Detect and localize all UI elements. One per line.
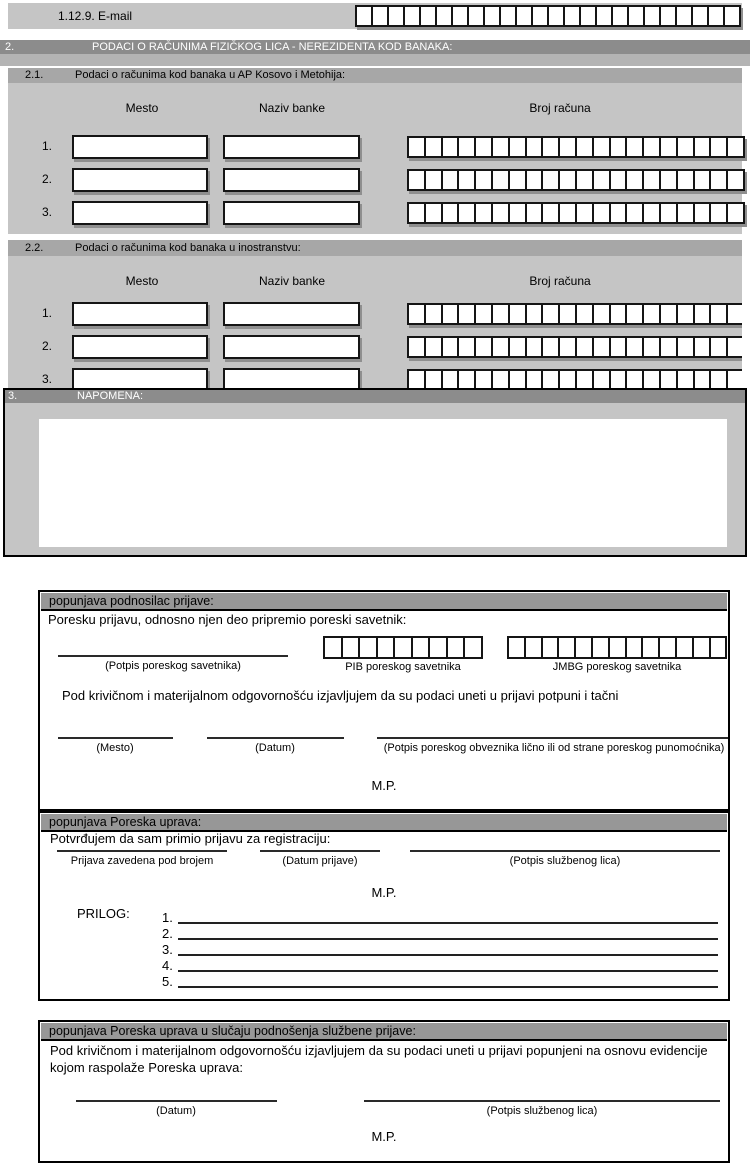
official-signature-label: (Potpis službenog lica)	[486, 1105, 598, 1117]
napomena-text-area[interactable]	[39, 419, 727, 547]
prilog-number: 4.	[162, 958, 173, 973]
prilog-line[interactable]	[178, 938, 718, 940]
digit-box[interactable]	[726, 336, 742, 358]
broj-racuna-boxes[interactable]	[407, 336, 742, 358]
subsection-title: Podaci o računima kod banaka u AP Kosovo i Metohija:	[75, 69, 346, 81]
broj-racuna-boxes[interactable]	[407, 303, 742, 325]
official-filing-box-header: popunjava Poreska uprava u slučaju podnošenja službene prijave:	[41, 1023, 727, 1041]
section-2-header-bar	[0, 40, 750, 54]
filing-date-line[interactable]	[260, 850, 380, 852]
bank-row	[8, 135, 742, 161]
submitter-box-header: popunjava podnosilac prijave:	[41, 593, 727, 611]
napomena-header-bar	[5, 390, 745, 403]
stamp-placeholder: M.P.	[371, 1129, 397, 1144]
prilog-row	[162, 957, 718, 972]
mesto-label: (Mesto)	[96, 742, 134, 754]
row-number: 3.	[42, 205, 53, 219]
stamp-placeholder: M.P.	[371, 885, 397, 900]
section-number: 2.	[5, 41, 15, 53]
digit-box[interactable]	[726, 169, 745, 191]
datum-label: (Datum)	[255, 742, 295, 754]
row-number: 1.	[42, 306, 53, 320]
bank-row	[8, 335, 742, 361]
prilog-line[interactable]	[178, 954, 718, 956]
bank-row	[8, 368, 742, 389]
subsection-2-2-body	[8, 256, 742, 389]
declaration-text: Pod krivičnom i materijalnom odgovornošću izjavljujem da su podaci uneti u prijavi potpuni i tačni	[62, 688, 619, 703]
broj-racuna-boxes[interactable]	[407, 169, 745, 191]
row-number: 3.	[42, 372, 53, 386]
prilog-row	[162, 973, 718, 988]
digit-box[interactable]	[723, 5, 741, 27]
datum-line[interactable]	[207, 737, 344, 739]
prilog-number: 3.	[162, 942, 173, 957]
section-number: 3.	[8, 390, 18, 402]
subsection-2-1-body	[8, 83, 742, 234]
prilog-number: 2.	[162, 926, 173, 941]
column-header-mesto: Mesto	[125, 274, 159, 288]
column-header-naziv-banke: Naziv banke	[258, 274, 326, 288]
confirmation-text: Potvrđujem da sam primio prijavu za registraciju:	[50, 831, 331, 846]
naziv-banke-input[interactable]	[223, 168, 360, 192]
jmbg-boxes[interactable]	[507, 636, 727, 659]
jmbg-label: JMBG poreskog savetnika	[552, 661, 682, 673]
tax-office-box	[38, 811, 730, 1001]
naziv-banke-input[interactable]	[223, 201, 360, 225]
prilog-row	[162, 925, 718, 940]
datum-label: (Datum)	[156, 1105, 196, 1117]
bank-row	[8, 302, 742, 328]
column-header-broj-racuna: Broj računa	[529, 101, 591, 115]
bank-row	[8, 168, 742, 194]
official-signature-line[interactable]	[364, 1100, 720, 1102]
digit-box[interactable]	[726, 369, 742, 389]
broj-racuna-boxes[interactable]	[407, 136, 745, 158]
subsection-number: 2.2.	[25, 242, 44, 254]
tax-office-box-header: popunjava Poreska uprava:	[41, 814, 727, 832]
column-header-mesto: Mesto	[125, 101, 159, 115]
filing-number-line[interactable]	[57, 850, 227, 852]
naziv-banke-input[interactable]	[223, 302, 360, 326]
row-number: 1.	[42, 139, 53, 153]
official-declaration-text: Pod krivičnom i materijalnom odgovornošću izjavljujem da su podaci uneti u prijavi popunjeni na osnovu evidencije kojom raspolaže Poreska uprava:	[50, 1043, 708, 1075]
email-digit-boxes[interactable]	[355, 5, 741, 27]
broj-racuna-boxes[interactable]	[407, 202, 745, 224]
email-label: 1.12.9. E-mail	[58, 9, 133, 23]
pib-label: PIB poreskog savetnika	[345, 661, 461, 673]
datum-line[interactable]	[76, 1100, 277, 1102]
section-title: NAPOMENA:	[77, 390, 144, 402]
digit-box[interactable]	[709, 636, 728, 659]
prilog-line[interactable]	[178, 986, 718, 988]
bank-row	[8, 201, 742, 227]
advisor-signature-label: (Potpis poreskog savetnika)	[105, 660, 241, 672]
digit-box[interactable]	[463, 636, 483, 659]
prilog-label: PRILOG:	[77, 906, 130, 921]
naziv-banke-input[interactable]	[223, 335, 360, 359]
napomena-section	[3, 388, 747, 557]
digit-box[interactable]	[726, 303, 742, 325]
email-row	[8, 3, 742, 29]
subsection-2-2-header-bar	[8, 240, 742, 256]
mesto-input[interactable]	[72, 335, 208, 359]
subsection-title: Podaci o računima kod banaka u inostranstvu:	[75, 242, 301, 254]
naziv-banke-input[interactable]	[223, 368, 360, 389]
taxpayer-signature-line[interactable]	[377, 737, 728, 739]
mesto-input[interactable]	[72, 302, 208, 326]
row-number: 2.	[42, 172, 53, 186]
official-filing-box	[38, 1020, 730, 1163]
row-number: 2.	[42, 339, 53, 353]
submitter-box	[38, 590, 730, 811]
advisor-intro-text: Poresku prijavu, odnosno njen deo pripremio poreski savetnik:	[48, 612, 407, 627]
broj-racuna-boxes[interactable]	[407, 369, 742, 389]
official-signature-line[interactable]	[410, 850, 720, 852]
prilog-number: 5.	[162, 974, 173, 989]
prilog-number: 1.	[162, 910, 173, 925]
digit-box[interactable]	[726, 136, 745, 158]
section-title: PODACI O RAČUNIMA FIZIČKOG LICA - NEREZIDENTA KOD BANAKA:	[92, 41, 453, 53]
prilog-row	[162, 909, 718, 924]
prilog-line[interactable]	[178, 922, 718, 924]
subsection-number: 2.1.	[25, 69, 44, 81]
mesto-input[interactable]	[72, 168, 208, 192]
napomena-body	[5, 403, 745, 555]
column-header-broj-racuna: Broj računa	[529, 274, 591, 288]
digit-box[interactable]	[726, 202, 745, 224]
filing-number-label: Prijava zavedena pod brojem	[70, 855, 214, 867]
divider-strip	[0, 54, 750, 66]
prilog-row	[162, 941, 718, 956]
naziv-banke-input[interactable]	[223, 135, 360, 159]
advisor-signature-line[interactable]	[58, 655, 288, 657]
subsection-2-1-header-bar	[8, 68, 742, 83]
stamp-placeholder: M.P.	[371, 778, 397, 793]
mesto-input[interactable]	[72, 135, 208, 159]
prilog-line[interactable]	[178, 970, 718, 972]
mesto-input[interactable]	[72, 201, 208, 225]
pib-boxes[interactable]	[323, 636, 483, 659]
column-header-naziv-banke: Naziv banke	[258, 101, 326, 115]
mesto-line[interactable]	[58, 737, 173, 739]
official-signature-label: (Potpis službenog lica)	[509, 855, 621, 867]
filing-date-label: (Datum prijave)	[282, 855, 358, 867]
taxpayer-signature-label: (Potpis poreskog obveznika lično ili od strane poreskog punomoćnika)	[383, 742, 725, 754]
mesto-input[interactable]	[72, 368, 208, 389]
